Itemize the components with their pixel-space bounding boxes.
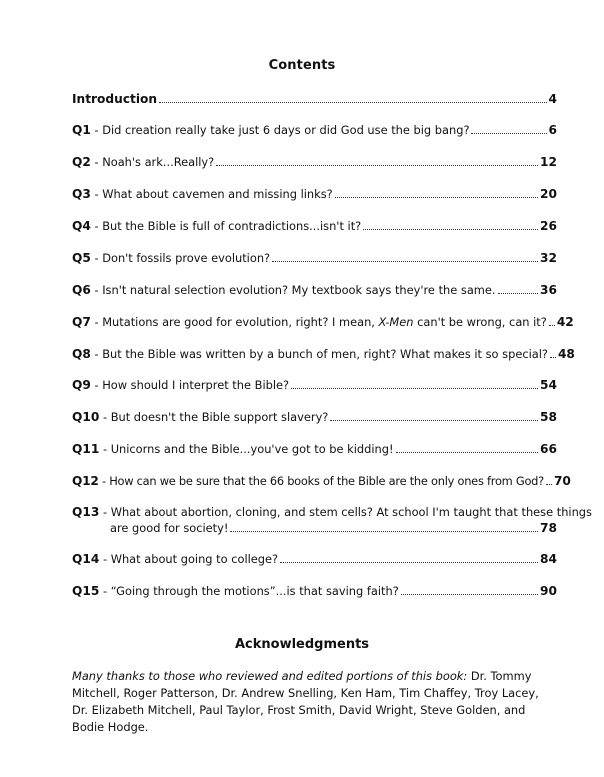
toc-entry-number: Q3	[72, 187, 91, 201]
toc-entry-q15[interactable]	[72, 583, 557, 599]
toc-page-number: 4	[548, 92, 557, 106]
toc-entry-q6[interactable]	[72, 282, 557, 298]
toc-dot-leader	[471, 133, 546, 134]
toc-dot-leader	[230, 531, 538, 532]
toc-entry-title: But the Bible was written by a bunch of men, right? What makes it so special?	[102, 347, 548, 361]
toc-separator: -	[90, 347, 103, 361]
toc-entry-title: What about going to college?	[110, 552, 279, 566]
acknowledgments-paragraph	[72, 668, 542, 736]
toc-entry-introduction[interactable]	[72, 91, 557, 107]
toc-separator: -	[99, 552, 111, 566]
toc-entry-title: Don't fossils prove evolution?	[102, 251, 271, 265]
toc-dot-leader	[550, 357, 556, 358]
toc-entry-number: Q13	[72, 505, 100, 519]
toc-dot-leader	[549, 325, 555, 326]
toc-entry-title-end: can't be wrong, can it?	[413, 315, 547, 329]
toc-entry-title: How can we be sure that the 66 books of the Bible are the only ones from God?	[109, 474, 544, 488]
toc-separator: -	[90, 123, 103, 137]
toc-dot-leader	[335, 197, 538, 198]
toc-dot-leader	[363, 229, 538, 230]
toc-entry-q8[interactable]	[72, 346, 575, 362]
toc-entry-title: Noah's ark...Really?	[102, 155, 215, 169]
toc-page-number: 90	[540, 584, 557, 598]
toc-entry-title: But doesn't the Bible support slavery?	[110, 410, 329, 424]
toc-entry-number: Q5	[72, 251, 91, 265]
toc-entry-q14[interactable]	[72, 551, 557, 567]
toc-separator: -	[99, 505, 111, 519]
toc-separator: -	[99, 584, 111, 598]
toc-entry-number: Introduction	[72, 92, 158, 106]
toc-entry-title: What about cavemen and missing links?	[102, 187, 333, 201]
toc-entry-number: Q1	[72, 123, 91, 137]
toc-page-number: 78	[540, 521, 557, 535]
toc-separator: -	[90, 187, 103, 201]
toc-separator: -	[90, 315, 103, 329]
toc-entry-q9[interactable]	[72, 377, 557, 393]
toc-dot-leader	[291, 388, 538, 389]
toc-entry-number: Q10	[72, 410, 100, 424]
toc-entry-title: Mutations are good for evolution, right? I mean,	[102, 315, 379, 329]
toc-entry-q11[interactable]	[72, 441, 557, 457]
toc-page-number: 32	[540, 251, 557, 265]
toc-entry-title: Did creation really take just 6 days or did God use the big bang?	[102, 123, 470, 137]
toc-separator: -	[90, 219, 103, 233]
toc-entry-title: What about abortion, cloning, and stem cells? At school I'm taught that these things	[110, 505, 592, 519]
toc-dot-leader	[280, 562, 538, 563]
toc-entry-number: Q12	[72, 474, 99, 488]
toc-entry-q10[interactable]	[72, 409, 557, 425]
toc-separator: -	[90, 251, 103, 265]
toc-entry-title-continued: are good for society!	[110, 521, 229, 535]
toc-entry-number: Q15	[72, 584, 100, 598]
toc-dot-leader	[498, 293, 539, 294]
toc-entry-q2[interactable]	[72, 154, 557, 170]
toc-dot-leader	[272, 261, 538, 262]
toc-dot-leader	[546, 484, 552, 485]
toc-entry-q12[interactable]	[72, 473, 571, 489]
toc-entry-number: Q2	[72, 155, 91, 169]
acknowledgments-intro: Many thanks to those who reviewed and edited portions of this book:	[72, 669, 468, 683]
toc-entry-number: Q4	[72, 219, 91, 233]
toc-entry-first-line	[72, 504, 592, 520]
toc-page-number: 48	[557, 347, 575, 361]
toc-page-number: 84	[540, 552, 557, 566]
toc-dot-leader	[159, 102, 546, 103]
toc-separator: -	[90, 283, 103, 297]
toc-entry-number: Q8	[72, 347, 91, 361]
toc-page-number: 6	[548, 123, 557, 137]
toc-page-number: 42	[556, 315, 574, 329]
toc-page-number: 54	[540, 378, 557, 392]
toc-entry-q3[interactable]	[72, 186, 557, 202]
toc-dot-leader	[396, 452, 538, 453]
toc-entry-second-line	[72, 520, 557, 536]
toc-entry-q4[interactable]	[72, 218, 557, 234]
toc-entry-number: Q6	[72, 283, 91, 297]
toc-entry-number: Q7	[72, 315, 91, 329]
toc-page-number: 66	[540, 442, 557, 456]
toc-page-number: 12	[540, 155, 557, 169]
toc-dot-leader	[330, 420, 538, 421]
toc-entry-title: How should I interpret the Bible?	[102, 378, 290, 392]
toc-entry-q5[interactable]	[72, 250, 557, 266]
toc-page-number: 20	[540, 187, 557, 201]
toc-separator: -	[98, 474, 110, 488]
toc-entry-title: Isn't natural selection evolution? My textbook says they're the same.	[102, 283, 496, 297]
toc-separator: -	[90, 155, 103, 169]
toc-page-number: 70	[553, 474, 571, 488]
toc-entry-q7[interactable]	[72, 314, 574, 330]
toc-separator: -	[90, 378, 103, 392]
toc-entry-number: Q14	[72, 552, 100, 566]
toc-entry-number: Q9	[72, 378, 91, 392]
contents-title: Contents	[268, 58, 336, 73]
toc-entry-title: But the Bible is full of contradictions...isn't it?	[102, 219, 362, 233]
toc-page-number: 58	[540, 410, 557, 424]
toc-entry-q1[interactable]	[72, 122, 557, 138]
toc-page-number: 26	[540, 219, 557, 233]
toc-page-number: 36	[540, 283, 557, 297]
toc-separator: -	[99, 442, 111, 456]
toc-entry-q13[interactable]	[72, 504, 592, 536]
toc-entry-title: “Going through the motions”...is that saving faith?	[110, 584, 399, 598]
toc-entry-title-italic: X-Men	[378, 315, 414, 329]
toc-dot-leader	[216, 165, 538, 166]
acknowledgments-title: Acknowledgments	[234, 637, 370, 652]
toc-entry-number: Q11	[72, 442, 100, 456]
toc-dot-leader	[401, 594, 538, 595]
toc-separator: -	[99, 410, 111, 424]
toc-entry-title: Unicorns and the Bible...you've got to be kidding!	[110, 442, 394, 456]
acknowledgments-names: Dr. Tommy Mitchell, Roger Patterson, Dr. Andrew Snelling, Ken Ham, Tim Chaffey, Troy Lacey, Dr. Elizabeth Mitchell, Paul Taylor, Frost Smith, David Wright, Steve Golden, and Bodie Hodge.	[72, 669, 539, 734]
